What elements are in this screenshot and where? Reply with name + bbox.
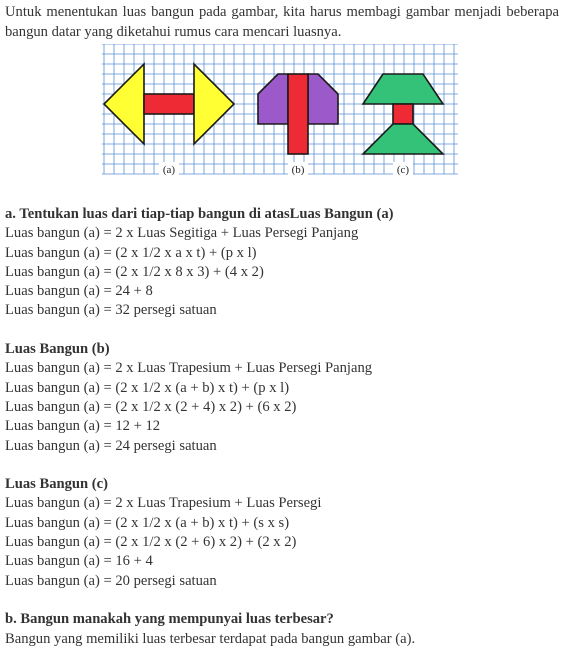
- label-c: (c): [396, 164, 410, 176]
- part-a-line: Luas bangun (a) = 24 + 8: [5, 283, 153, 300]
- solution-content: [5, 205, 559, 649]
- label-b: (b): [291, 164, 305, 176]
- part-a-heading: a. Tentukan luas dari tiap-tiap bangun di atasLuas Bangun (a): [5, 206, 394, 222]
- grid-figure-svg: [102, 44, 458, 180]
- part-a-line: Luas bangun (a) = 32 persegi satuan: [5, 302, 217, 319]
- question-b-answer: Bangun yang memiliki luas terbesar terdapat pada bangun gambar (a).: [5, 630, 416, 647]
- shape-b-left-trapezoid: [258, 74, 288, 124]
- part-c-line: Luas bangun (a) = 16 + 4: [5, 553, 153, 570]
- shape-c-square: [393, 104, 413, 124]
- shape-c-top-trapezoid: [363, 74, 443, 104]
- part-b-line: Luas bangun (a) = 2 x Luas Trapesium + Luas Persegi Panjang: [5, 360, 373, 377]
- shape-b-rectangle: [288, 74, 308, 154]
- part-c-line: Luas bangun (a) = (2 x 1/2 x (a + b) x t) + (s x s): [5, 514, 290, 531]
- part-b-heading: Luas Bangun (b): [5, 341, 110, 358]
- shape-a: [104, 64, 234, 144]
- label-a: (a): [162, 164, 176, 176]
- spacer: [5, 321, 559, 340]
- part-c-line: Luas bangun (a) = 20 persegi satuan: [5, 572, 217, 589]
- spacer: [5, 591, 559, 610]
- question-b-heading: b. Bangun manakah yang mempunyai luas terbesar?: [5, 611, 334, 628]
- figure-shapes-grid: [102, 44, 458, 180]
- part-a-line: Luas bangun (a) = 2 x Luas Segitiga + Luas Persegi Panjang: [5, 225, 359, 242]
- part-b-line: Luas bangun (a) = 12 + 12: [5, 418, 161, 435]
- part-c-heading: Luas Bangun (c): [5, 476, 108, 493]
- shape-c-bottom-trapezoid: [363, 124, 443, 154]
- shape-b-right-trapezoid: [308, 74, 338, 124]
- part-c-line: Luas bangun (a) = (2 x 1/2 x (2 + 6) x 2) + (2 x 2): [5, 534, 297, 551]
- part-b-line: Luas bangun (a) = (2 x 1/2 x (2 + 4) x 2) + (6 x 2): [5, 398, 297, 415]
- intro-paragraph: Untuk menentukan luas bangun pada gambar, kita harus membagi gambar menjadi beberapa bangun datar yang diketahui rumus cara mencari luasnya.: [5, 4, 559, 40]
- part-a-line: Luas bangun (a) = (2 x 1/2 x a x t) + (p x l): [5, 244, 257, 261]
- spacer: [5, 456, 559, 475]
- part-b-line: Luas bangun (a) = 24 persegi satuan: [5, 437, 217, 454]
- part-b-line: Luas bangun (a) = (2 x 1/2 x (a + b) x t) + (p x l): [5, 379, 290, 396]
- part-a-line: Luas bangun (a) = (2 x 1/2 x 8 x 3) + (4 x 2): [5, 263, 264, 280]
- shape-a-rectangle: [144, 94, 194, 114]
- shape-b: [258, 74, 338, 154]
- part-c-line: Luas bangun (a) = 2 x Luas Trapesium + Luas Persegi: [5, 495, 322, 512]
